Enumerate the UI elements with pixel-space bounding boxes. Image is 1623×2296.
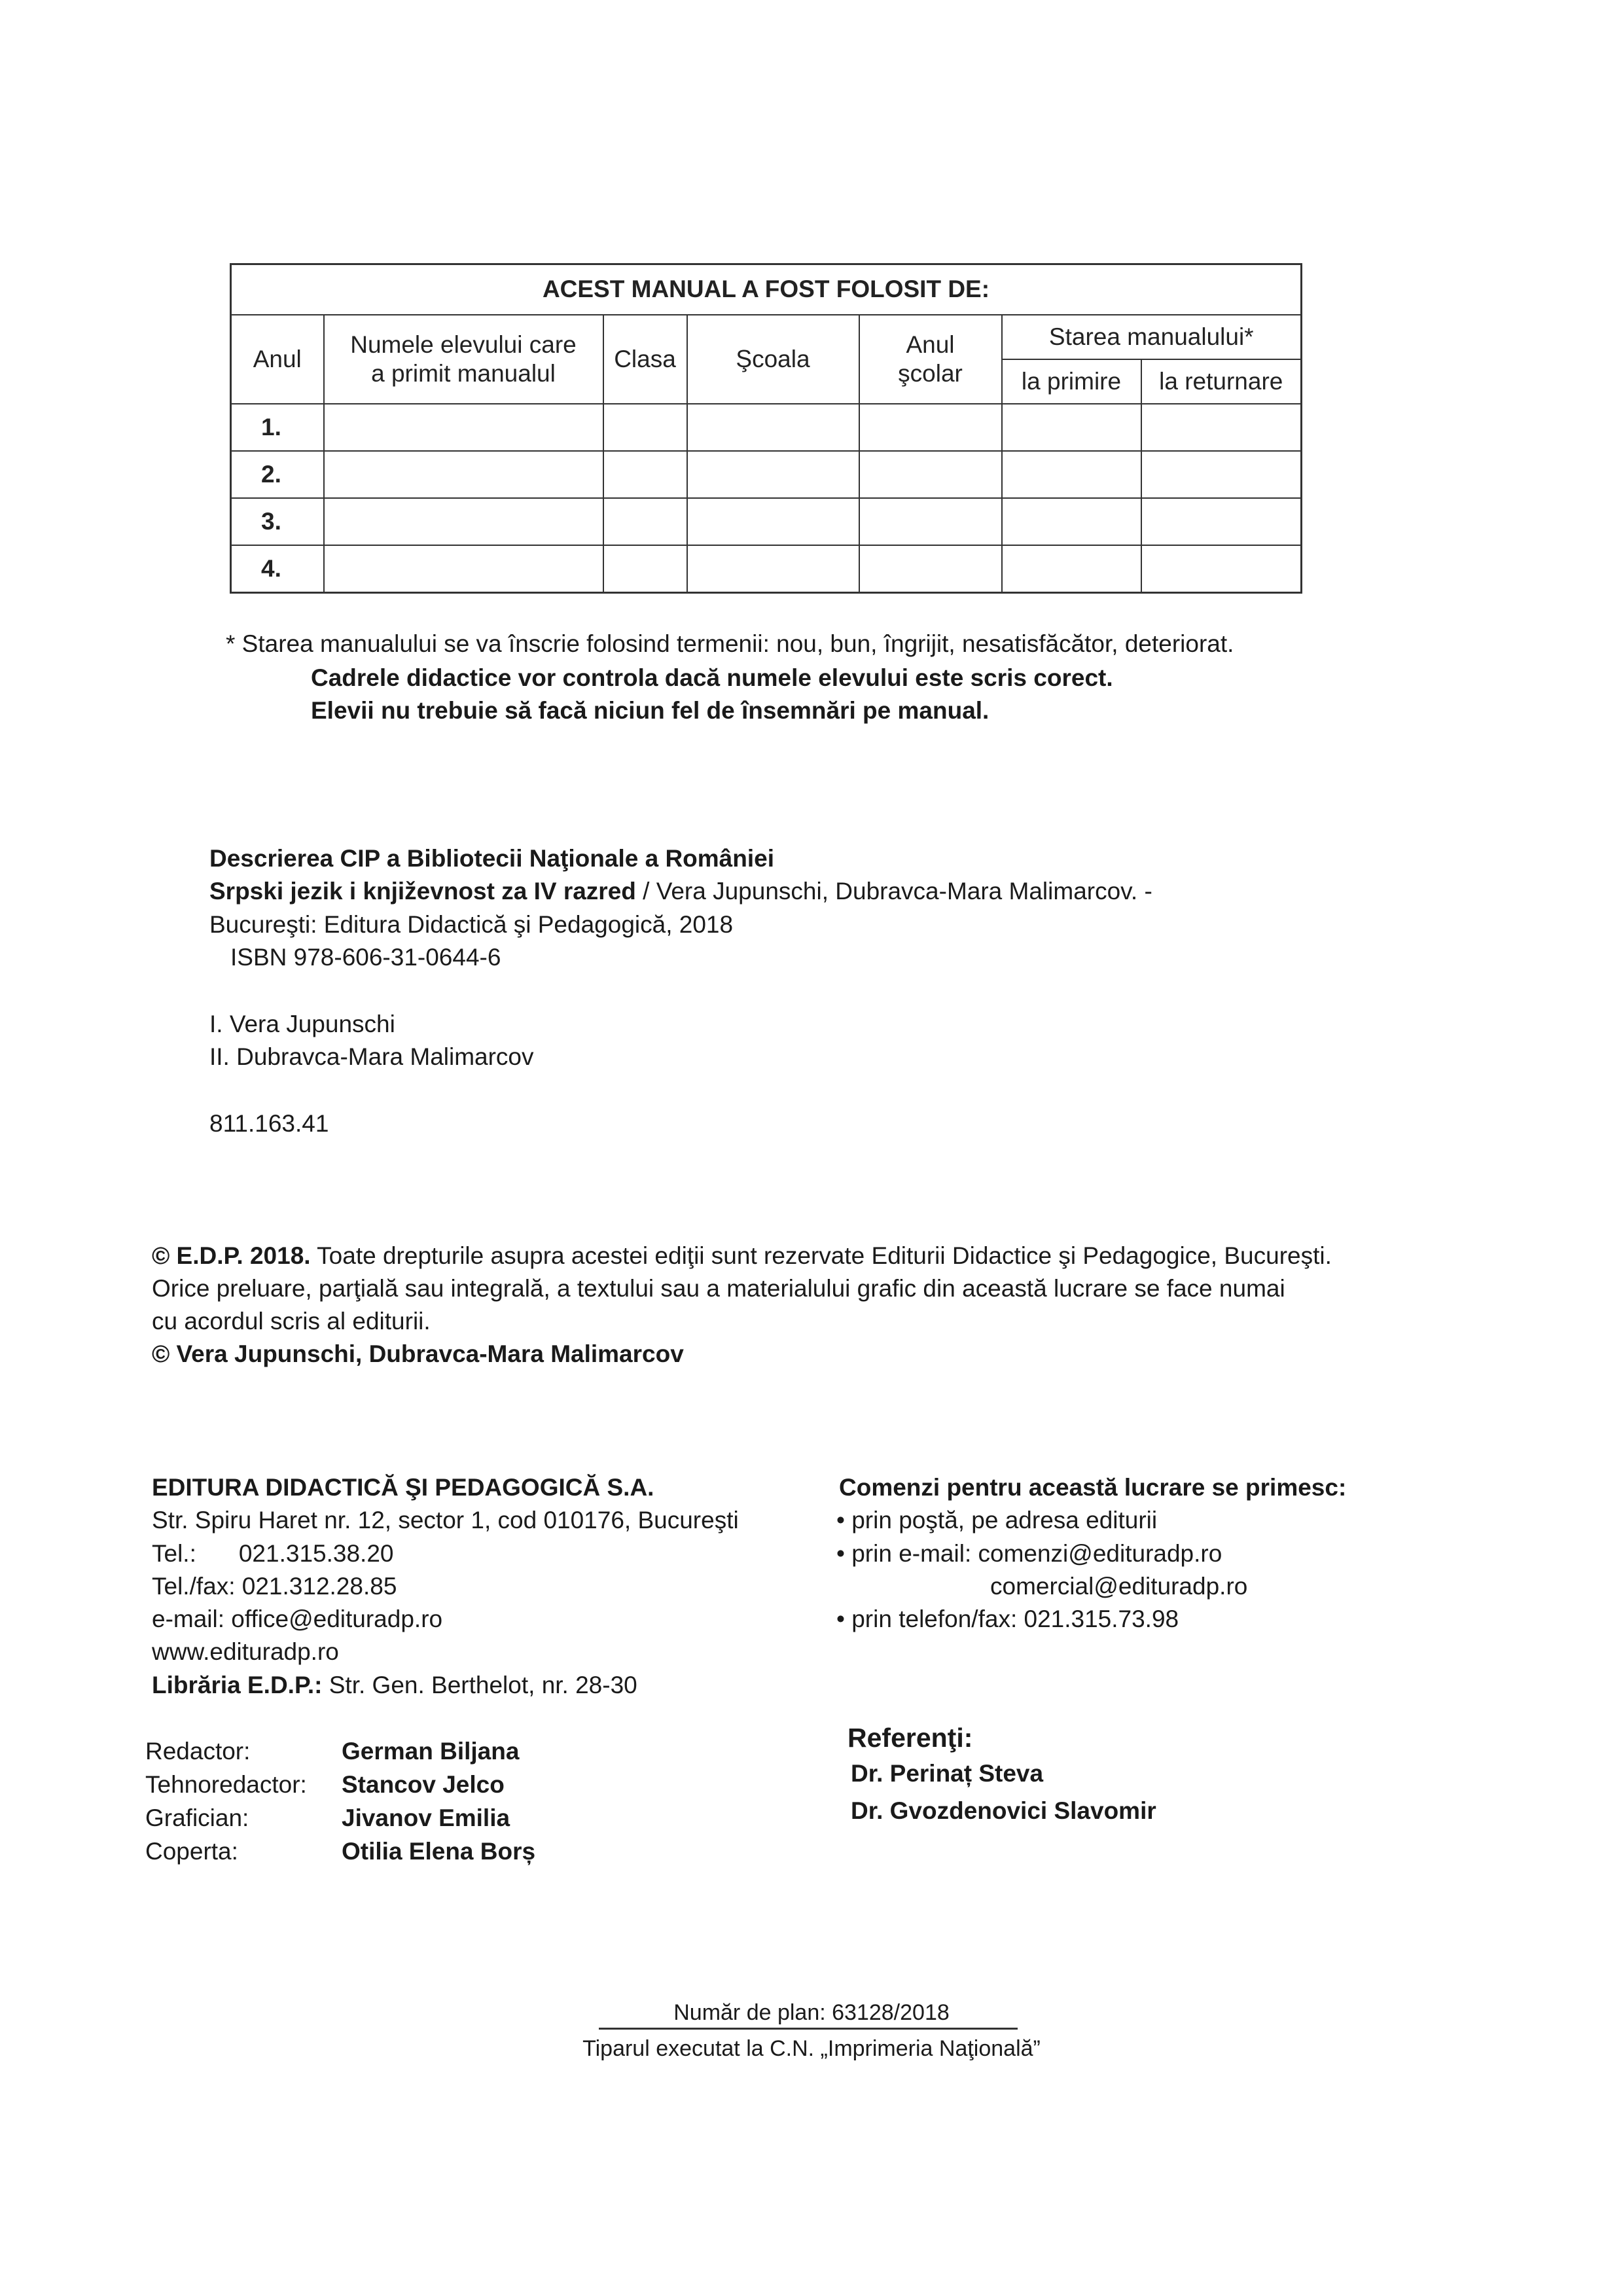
- table-row: [231, 498, 1302, 545]
- cell-clasa[interactable]: [603, 545, 687, 593]
- publisher-tel-number: 021.315.38.20: [238, 1540, 394, 1567]
- cell-la-primire[interactable]: [1002, 451, 1141, 498]
- credit-row: [145, 1770, 603, 1802]
- cell-la-returnare[interactable]: [1141, 451, 1302, 498]
- cell-clasa[interactable]: [603, 451, 687, 498]
- publisher-fax: Tel./fax: 021.312.28.85: [152, 1573, 397, 1600]
- cell-scoala[interactable]: [687, 498, 859, 545]
- cell-nume[interactable]: [324, 404, 603, 451]
- cell-la-returnare[interactable]: [1141, 545, 1302, 593]
- cell-scoala[interactable]: [687, 545, 859, 593]
- teachers-note: Cadrele didactice vor controla dacă numele elevului este scris corect.: [311, 664, 1113, 691]
- cip-authors: / Vera Jupunschi, Dubravca-Mara Malimarcov. -: [635, 878, 1152, 905]
- cell-scoala[interactable]: [687, 451, 859, 498]
- header-la-returnare: la returnare: [1141, 359, 1302, 404]
- cell-scoala[interactable]: [687, 404, 859, 451]
- cell-la-primire[interactable]: [1002, 498, 1141, 545]
- publisher-email: e-mail: office@edituradp.ro: [152, 1605, 443, 1632]
- cell-anul-scolar[interactable]: [859, 498, 1002, 545]
- header-nume: [324, 315, 603, 404]
- copyright-line-3: cu acordul scris al editurii.: [152, 1308, 431, 1335]
- row-number: 2.: [231, 451, 324, 498]
- copyright-edp: © E.D.P. 2018.: [152, 1242, 311, 1269]
- cell-anul-scolar[interactable]: [859, 545, 1002, 593]
- orders-heading: Comenzi pentru această lucrare se primesc:: [839, 1474, 1347, 1501]
- plan-number: Număr de plan: 63128/2018: [673, 2000, 950, 2025]
- orders-email: • prin e-mail: comenzi@edituradp.ro: [836, 1540, 1222, 1567]
- header-anul: Anul: [231, 315, 324, 404]
- referees-heading: Referenţi:: [847, 1723, 973, 1753]
- cip-author-2: II. Dubravca-Mara Malimarcov: [209, 1043, 534, 1070]
- copyright-line-1: [152, 1242, 1332, 1270]
- credit-value: Jivanov Emilia: [342, 1804, 510, 1831]
- credit-label: Grafician:: [145, 1804, 249, 1831]
- header-nume-line2: a primit manualul: [371, 360, 556, 387]
- copyright-authors: © Vera Jupunschi, Dubravca-Mara Malimarcov: [152, 1340, 684, 1367]
- students-note: Elevii nu trebuie să facă niciun fel de însemnări pe manual.: [311, 697, 990, 724]
- usage-table: [230, 263, 1302, 594]
- credits-list: [145, 1737, 603, 1881]
- publisher-tel: [152, 1539, 393, 1568]
- cip-isbn: ISBN 978-606-31-0644-6: [230, 944, 501, 971]
- header-anul-scolar-line2: şcolar: [898, 360, 963, 387]
- publisher-address: Str. Spiru Haret nr. 12, sector 1, cod 010176, Bucureşti: [152, 1507, 739, 1534]
- plan-underline: [599, 2028, 1018, 2030]
- cell-la-returnare[interactable]: [1141, 404, 1302, 451]
- table-row: [231, 404, 1302, 451]
- referee-2: Dr. Gvozdenovici Slavomir: [851, 1797, 1156, 1824]
- publisher-name: EDITURA DIDACTICĂ ŞI PEDAGOGICĂ S.A.: [152, 1474, 654, 1501]
- cip-title-line: [209, 877, 1152, 906]
- cell-nume[interactable]: [324, 498, 603, 545]
- header-scoala: Şcoala: [687, 315, 859, 404]
- cip-heading: Descrierea CIP a Bibliotecii Naţionale a României: [209, 845, 774, 872]
- credit-value: Otilia Elena Borș: [342, 1838, 536, 1865]
- credit-value: Stancov Jelco: [342, 1771, 505, 1798]
- credit-label: Redactor:: [145, 1738, 251, 1765]
- cip-author-1: I. Vera Jupunschi: [209, 1011, 395, 1037]
- credit-label: Tehnoredactor:: [145, 1771, 307, 1798]
- copyright-rights: Toate drepturile asupra acestei ediţii sunt rezervate Editurii Didactice şi Pedagogice, Bucureşti.: [310, 1242, 1332, 1269]
- cell-clasa[interactable]: [603, 404, 687, 451]
- print-info: Tiparul executat la C.N. „Imprimeria Naţională”: [582, 2036, 1041, 2061]
- header-anul-scolar: [859, 315, 1002, 404]
- cell-la-returnare[interactable]: [1141, 498, 1302, 545]
- cell-clasa[interactable]: [603, 498, 687, 545]
- publisher-tel-label: Tel.:: [152, 1540, 196, 1567]
- publisher-library: [152, 1671, 637, 1700]
- header-nume-line1: Numele elevului care: [350, 331, 577, 358]
- cell-anul-scolar[interactable]: [859, 404, 1002, 451]
- library-label: Librăria E.D.P.:: [152, 1672, 323, 1698]
- cip-classification: 811.163.41: [209, 1110, 329, 1137]
- library-address: Str. Gen. Berthelot, nr. 28-30: [322, 1672, 637, 1698]
- table-row: [231, 545, 1302, 593]
- table-row: [231, 451, 1302, 498]
- credit-row: [145, 1837, 603, 1869]
- cell-nume[interactable]: [324, 451, 603, 498]
- row-number: 4.: [231, 545, 324, 593]
- publisher-web: www.edituradp.ro: [152, 1638, 339, 1665]
- orders-post: • prin poştă, pe adresa editurii: [836, 1507, 1158, 1534]
- referee-1: Dr. Perinaț Steva: [851, 1760, 1044, 1787]
- cell-la-primire[interactable]: [1002, 404, 1141, 451]
- cell-nume[interactable]: [324, 545, 603, 593]
- credit-value: German Biljana: [342, 1738, 520, 1765]
- credit-label: Coperta:: [145, 1838, 238, 1865]
- row-number: 1.: [231, 404, 324, 451]
- cell-la-primire[interactable]: [1002, 545, 1141, 593]
- header-starea: Starea manualului*: [1002, 315, 1302, 359]
- header-la-primire: la primire: [1002, 359, 1141, 404]
- cip-book-title: Srpski jezik i književnost za IV razred: [209, 878, 636, 905]
- cip-publisher: Bucureşti: Editura Didactică şi Pedagogică, 2018: [209, 911, 734, 938]
- copyright-line-2: Orice preluare, parţială sau integrală, a textului sau a materialului grafic din această lucrare se face numai: [152, 1275, 1285, 1302]
- orders-phone: • prin telefon/fax: 021.315.73.98: [836, 1605, 1179, 1632]
- header-clasa: Clasa: [603, 315, 687, 404]
- credit-row: [145, 1804, 603, 1835]
- row-number: 3.: [231, 498, 324, 545]
- cell-anul-scolar[interactable]: [859, 451, 1002, 498]
- orders-email-2: comercial@edituradp.ro: [990, 1573, 1248, 1600]
- footnote: * Starea manualului se va înscrie folosind termenii: nou, bun, îngrijit, nesatisfăcător, deteriorat.: [226, 630, 1234, 657]
- credit-row: [145, 1737, 603, 1768]
- header-anul-scolar-line1: Anul: [906, 331, 955, 358]
- table-title: ACEST MANUAL A FOST FOLOSIT DE:: [231, 264, 1302, 315]
